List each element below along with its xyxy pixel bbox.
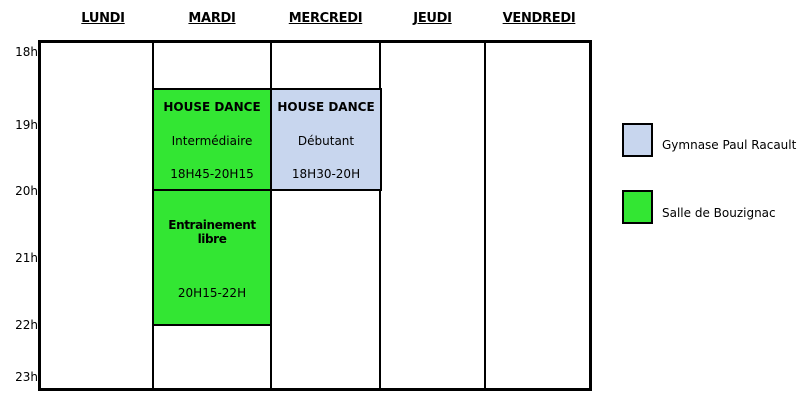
day-header-mardi: MARDI bbox=[188, 11, 236, 26]
event-title: Entrainement libre bbox=[168, 218, 256, 246]
hour-label-22h: 22h bbox=[15, 318, 38, 332]
hour-label-20h: 20h bbox=[15, 184, 38, 198]
legend-label-gymnase: Gymnase Paul Racault bbox=[662, 138, 797, 152]
legend-label-salle: Salle de Bouzignac bbox=[662, 206, 776, 220]
day-header-vendredi: VENDREDI bbox=[502, 11, 576, 26]
event-level: Débutant bbox=[297, 134, 355, 148]
legend-swatch-salle bbox=[622, 190, 653, 224]
day-header-lundi: LUNDI bbox=[81, 11, 125, 26]
event-time: 20H15-22H bbox=[177, 286, 247, 300]
hour-label-21h: 21h bbox=[15, 251, 38, 265]
event-title: HOUSE DANCE bbox=[163, 100, 261, 114]
hour-label-18h: 18h bbox=[15, 45, 38, 59]
event-time: 18H30-20H bbox=[291, 167, 361, 181]
hour-label-19h: 19h bbox=[15, 118, 38, 132]
column-divider bbox=[484, 40, 486, 391]
event-title: HOUSE DANCE bbox=[277, 100, 375, 114]
event-time: 18H45-20H15 bbox=[170, 167, 254, 181]
day-header-jeudi: JEUDI bbox=[413, 11, 452, 26]
event-block-house-dance-intermediaire[interactable] bbox=[152, 88, 272, 191]
hour-label-23h: 23h bbox=[15, 370, 38, 384]
legend-swatch-gymnase bbox=[622, 123, 653, 157]
event-block-entrainement-libre[interactable] bbox=[152, 189, 272, 326]
event-block-house-dance-debutant[interactable] bbox=[270, 88, 382, 191]
day-header-mercredi: MERCREDI bbox=[288, 11, 363, 26]
event-level: Intermédiaire bbox=[171, 134, 253, 148]
